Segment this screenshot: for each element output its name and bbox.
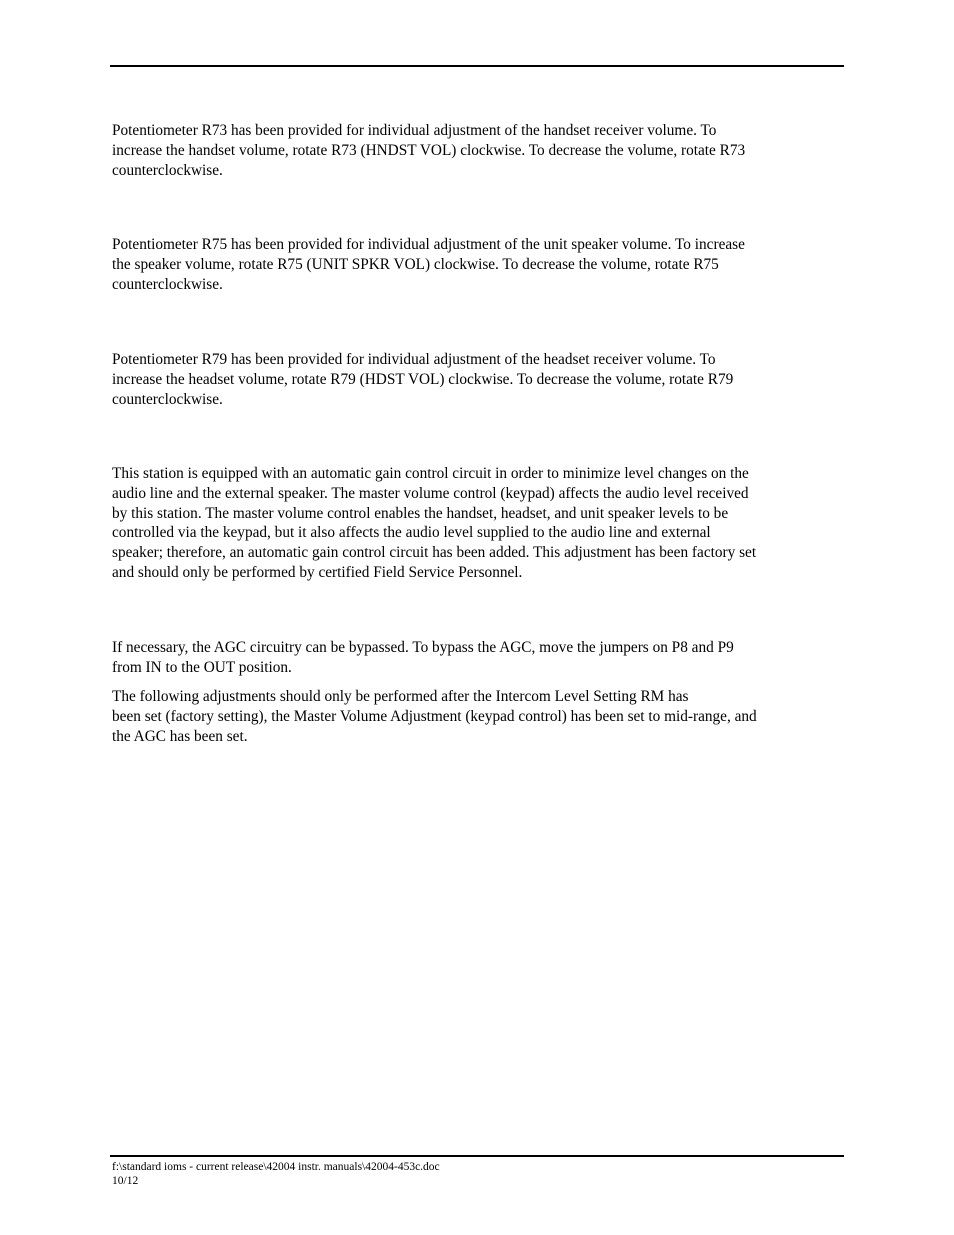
- paragraph-adjustment-prerequisites: The following adjustments should only be performed after the Intercom Level Setting RM has been set (factory setting), the Master Volume Adjustment (keypad control) has been set to mid-range, and the AGC has been set.: [112, 688, 757, 745]
- paragraph-agc-bypass: If necessary, the AGC circuitry can be bypassed. To bypass the AGC, move the jumpers on P8 and P9 from IN to the OUT position.: [112, 639, 734, 676]
- paragraph-headset-volume: Potentiometer R79 has been provided for individual adjustment of the headset receiver volume. To increase the headset volume, rotate R79 (HDST VOL) clockwise. To decrease the volume, rotate R79 counterclockwise.: [112, 351, 734, 408]
- footer-file-path: f:\standard ioms - current release\42004 instr. manuals\42004-453c.doc: [112, 1161, 440, 1173]
- page-footer: [112, 1160, 440, 1188]
- paragraph-handset-volume: Potentiometer R73 has been provided for individual adjustment of the handset receiver volume. To increase the handset volume, rotate R73 (HNDST VOL) clockwise. To decrease the volume, rotate R73 counterclockwise.: [112, 122, 746, 179]
- footer-rule: [110, 1155, 844, 1157]
- paragraph-speaker-volume: Potentiometer R75 has been provided for individual adjustment of the unit speaker volume. To increase the speaker volume, rotate R75 (UNIT SPKR VOL) clockwise. To decrease the volume, rotate R75 counterclockwise.: [112, 236, 745, 293]
- paragraph-agc-description: This station is equipped with an automatic gain control circuit in order to minimize level changes on the audio line and the external speaker. The master volume control (keypad) affects the audio level received by this station. The master volume control enables the handset, headset, and unit speaker levels to be controlled via the keypad, but it also affects the audio level supplied to the audio line and external speaker; therefore, an automatic gain control circuit has been added. This adjustment has been factory set and should only be performed by certified Field Service Personnel.: [112, 465, 757, 581]
- footer-date: 10/12: [112, 1175, 139, 1187]
- header-rule: [110, 65, 844, 67]
